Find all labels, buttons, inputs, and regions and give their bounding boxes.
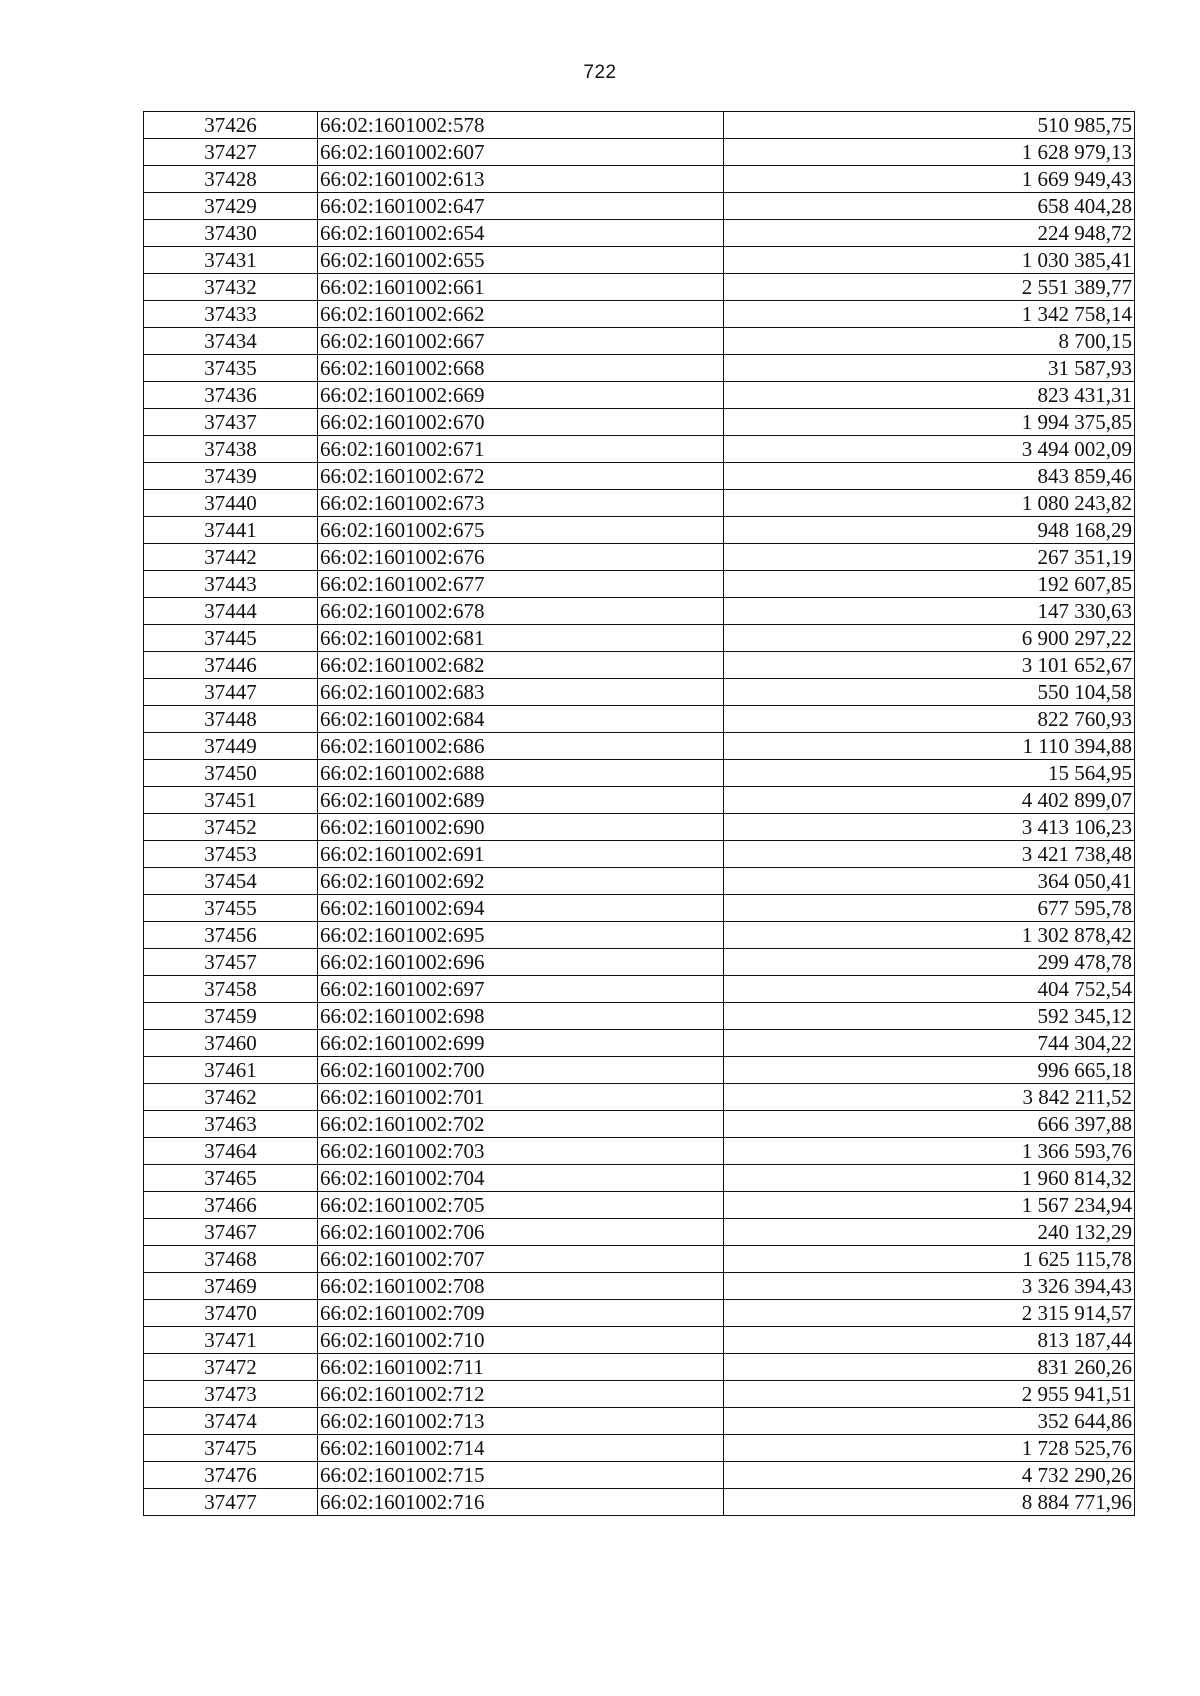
cadastral-value-cell: 404 752,54 — [724, 976, 1135, 1003]
row-number-cell: 37428 — [144, 166, 318, 193]
cadastral-number-cell: 66:02:1601002:683 — [318, 679, 724, 706]
table-row — [144, 1489, 1135, 1516]
row-number-cell: 37475 — [144, 1435, 318, 1462]
table-row — [144, 193, 1135, 220]
cadastral-value-cell: 813 187,44 — [724, 1327, 1135, 1354]
row-number-cell: 37444 — [144, 598, 318, 625]
cadastral-number-cell: 66:02:1601002:689 — [318, 787, 724, 814]
table-row — [144, 382, 1135, 409]
cadastral-value-cell: 192 607,85 — [724, 571, 1135, 598]
row-number-cell: 37429 — [144, 193, 318, 220]
cadastral-number-cell: 66:02:1601002:662 — [318, 301, 724, 328]
table-row — [144, 274, 1135, 301]
table-row — [144, 598, 1135, 625]
row-number-cell: 37452 — [144, 814, 318, 841]
table-row — [144, 976, 1135, 1003]
table-row — [144, 814, 1135, 841]
cadastral-number-cell: 66:02:1601002:676 — [318, 544, 724, 571]
cadastral-number-cell: 66:02:1601002:667 — [318, 328, 724, 355]
cadastral-number-cell: 66:02:1601002:686 — [318, 733, 724, 760]
row-number-cell: 37470 — [144, 1300, 318, 1327]
row-number-cell: 37459 — [144, 1003, 318, 1030]
row-number-cell: 37457 — [144, 949, 318, 976]
table-row — [144, 1435, 1135, 1462]
table-row — [144, 220, 1135, 247]
table-row — [144, 409, 1135, 436]
cadastral-value-cell: 352 644,86 — [724, 1408, 1135, 1435]
cadastral-value-cell: 3 494 002,09 — [724, 436, 1135, 463]
cadastral-number-cell: 66:02:1601002:700 — [318, 1057, 724, 1084]
cadastral-value-cell: 267 351,19 — [724, 544, 1135, 571]
row-number-cell: 37433 — [144, 301, 318, 328]
cadastral-value-cell: 4 402 899,07 — [724, 787, 1135, 814]
cadastral-number-cell: 66:02:1601002:677 — [318, 571, 724, 598]
row-number-cell: 37472 — [144, 1354, 318, 1381]
cadastral-number-cell: 66:02:1601002:703 — [318, 1138, 724, 1165]
cadastral-value-cell: 2 315 914,57 — [724, 1300, 1135, 1327]
cadastral-value-cell: 658 404,28 — [724, 193, 1135, 220]
cadastral-value-cell: 843 859,46 — [724, 463, 1135, 490]
cadastral-number-cell: 66:02:1601002:704 — [318, 1165, 724, 1192]
row-number-cell: 37468 — [144, 1246, 318, 1273]
row-number-cell: 37446 — [144, 652, 318, 679]
cadastral-value-cell: 1 110 394,88 — [724, 733, 1135, 760]
row-number-cell: 37456 — [144, 922, 318, 949]
table-row — [144, 166, 1135, 193]
cadastral-value-cell: 1 080 243,82 — [724, 490, 1135, 517]
cadastral-number-cell: 66:02:1601002:691 — [318, 841, 724, 868]
cadastral-value-cell: 1 342 758,14 — [724, 301, 1135, 328]
cadastral-number-cell: 66:02:1601002:707 — [318, 1246, 724, 1273]
cadastral-value-cell: 666 397,88 — [724, 1111, 1135, 1138]
row-number-cell: 37432 — [144, 274, 318, 301]
cadastral-value-cell: 1 302 878,42 — [724, 922, 1135, 949]
cadastral-value-cell: 1 669 949,43 — [724, 166, 1135, 193]
row-number-cell: 37458 — [144, 976, 318, 1003]
cadastral-number-cell: 66:02:1601002:682 — [318, 652, 724, 679]
cadastral-number-cell: 66:02:1601002:669 — [318, 382, 724, 409]
row-number-cell: 37476 — [144, 1462, 318, 1489]
table-row — [144, 841, 1135, 868]
table-row — [144, 922, 1135, 949]
cadastral-value-cell: 1 625 115,78 — [724, 1246, 1135, 1273]
table-row — [144, 760, 1135, 787]
cadastral-value-cell: 831 260,26 — [724, 1354, 1135, 1381]
cadastral-value-cell: 240 132,29 — [724, 1219, 1135, 1246]
cadastral-value-cell: 3 101 652,67 — [724, 652, 1135, 679]
table-row — [144, 949, 1135, 976]
cadastral-number-cell: 66:02:1601002:671 — [318, 436, 724, 463]
cadastral-number-cell: 66:02:1601002:716 — [318, 1489, 724, 1516]
table-row — [144, 1084, 1135, 1111]
cadastral-value-cell: 677 595,78 — [724, 895, 1135, 922]
row-number-cell: 37431 — [144, 247, 318, 274]
cadastral-number-cell: 66:02:1601002:711 — [318, 1354, 724, 1381]
table-row — [144, 355, 1135, 382]
row-number-cell: 37441 — [144, 517, 318, 544]
cadastral-value-cell: 1 960 814,32 — [724, 1165, 1135, 1192]
table-row — [144, 328, 1135, 355]
cadastral-value-cell: 744 304,22 — [724, 1030, 1135, 1057]
row-number-cell: 37451 — [144, 787, 318, 814]
cadastral-value-cell: 364 050,41 — [724, 868, 1135, 895]
cadastral-number-cell: 66:02:1601002:655 — [318, 247, 724, 274]
cadastral-value-cell: 996 665,18 — [724, 1057, 1135, 1084]
table-row — [144, 625, 1135, 652]
row-number-cell: 37427 — [144, 139, 318, 166]
row-number-cell: 37471 — [144, 1327, 318, 1354]
table-row — [144, 1192, 1135, 1219]
row-number-cell: 37477 — [144, 1489, 318, 1516]
cadastral-number-cell: 66:02:1601002:607 — [318, 139, 724, 166]
table-row — [144, 1219, 1135, 1246]
cadastral-number-cell: 66:02:1601002:706 — [318, 1219, 724, 1246]
table-row — [144, 247, 1135, 274]
cadastral-number-cell: 66:02:1601002:712 — [318, 1381, 724, 1408]
row-number-cell: 37454 — [144, 868, 318, 895]
table-body — [144, 112, 1135, 1516]
row-number-cell: 37453 — [144, 841, 318, 868]
cadastral-value-cell: 6 900 297,22 — [724, 625, 1135, 652]
cadastral-value-cell: 822 760,93 — [724, 706, 1135, 733]
table-row — [144, 1354, 1135, 1381]
cadastral-value-table — [143, 111, 1135, 1516]
row-number-cell: 37435 — [144, 355, 318, 382]
table-row — [144, 1462, 1135, 1489]
row-number-cell: 37460 — [144, 1030, 318, 1057]
row-number-cell: 37445 — [144, 625, 318, 652]
cadastral-number-cell: 66:02:1601002:710 — [318, 1327, 724, 1354]
cadastral-number-cell: 66:02:1601002:578 — [318, 112, 724, 139]
cadastral-number-cell: 66:02:1601002:678 — [318, 598, 724, 625]
cadastral-number-cell: 66:02:1601002:696 — [318, 949, 724, 976]
cadastral-number-cell: 66:02:1601002:702 — [318, 1111, 724, 1138]
cadastral-value-cell: 3 842 211,52 — [724, 1084, 1135, 1111]
cadastral-value-cell: 2 955 941,51 — [724, 1381, 1135, 1408]
row-number-cell: 37434 — [144, 328, 318, 355]
table-row — [144, 1003, 1135, 1030]
row-number-cell: 37467 — [144, 1219, 318, 1246]
cadastral-number-cell: 66:02:1601002:698 — [318, 1003, 724, 1030]
cadastral-number-cell: 66:02:1601002:675 — [318, 517, 724, 544]
cadastral-value-cell: 550 104,58 — [724, 679, 1135, 706]
table-row — [144, 1327, 1135, 1354]
row-number-cell: 37426 — [144, 112, 318, 139]
row-number-cell: 37455 — [144, 895, 318, 922]
table-row — [144, 868, 1135, 895]
cadastral-number-cell: 66:02:1601002:715 — [318, 1462, 724, 1489]
table-row — [144, 1165, 1135, 1192]
cadastral-number-cell: 66:02:1601002:684 — [318, 706, 724, 733]
row-number-cell: 37443 — [144, 571, 318, 598]
cadastral-value-cell: 1 030 385,41 — [724, 247, 1135, 274]
cadastral-value-cell: 3 421 738,48 — [724, 841, 1135, 868]
cadastral-value-cell: 1 994 375,85 — [724, 409, 1135, 436]
cadastral-value-cell: 4 732 290,26 — [724, 1462, 1135, 1489]
cadastral-number-cell: 66:02:1601002:690 — [318, 814, 724, 841]
table-row — [144, 463, 1135, 490]
cadastral-value-cell: 592 345,12 — [724, 1003, 1135, 1030]
table-row — [144, 301, 1135, 328]
table-row — [144, 490, 1135, 517]
row-number-cell: 37439 — [144, 463, 318, 490]
cadastral-number-cell: 66:02:1601002:668 — [318, 355, 724, 382]
cadastral-value-cell: 3 326 394,43 — [724, 1273, 1135, 1300]
cadastral-number-cell: 66:02:1601002:647 — [318, 193, 724, 220]
cadastral-value-cell: 510 985,75 — [724, 112, 1135, 139]
row-number-cell: 37473 — [144, 1381, 318, 1408]
row-number-cell: 37442 — [144, 544, 318, 571]
table-row — [144, 571, 1135, 598]
table-row — [144, 1408, 1135, 1435]
cadastral-value-cell: 1 567 234,94 — [724, 1192, 1135, 1219]
table-row — [144, 1381, 1135, 1408]
cadastral-number-cell: 66:02:1601002:709 — [318, 1300, 724, 1327]
table-row — [144, 436, 1135, 463]
table-row — [144, 1111, 1135, 1138]
cadastral-number-cell: 66:02:1601002:708 — [318, 1273, 724, 1300]
cadastral-value-cell: 3 413 106,23 — [724, 814, 1135, 841]
cadastral-number-cell: 66:02:1601002:699 — [318, 1030, 724, 1057]
cadastral-number-cell: 66:02:1601002:672 — [318, 463, 724, 490]
row-number-cell: 37436 — [144, 382, 318, 409]
table-row — [144, 517, 1135, 544]
table-row — [144, 706, 1135, 733]
cadastral-value-cell: 147 330,63 — [724, 598, 1135, 625]
row-number-cell: 37430 — [144, 220, 318, 247]
cadastral-value-cell: 823 431,31 — [724, 382, 1135, 409]
cadastral-value-cell: 8 700,15 — [724, 328, 1135, 355]
table-row — [144, 1138, 1135, 1165]
row-number-cell: 37464 — [144, 1138, 318, 1165]
row-number-cell: 37450 — [144, 760, 318, 787]
table-row — [144, 652, 1135, 679]
table-row — [144, 1030, 1135, 1057]
cadastral-value-cell: 1 366 593,76 — [724, 1138, 1135, 1165]
cadastral-number-cell: 66:02:1601002:697 — [318, 976, 724, 1003]
table-row — [144, 544, 1135, 571]
table-row — [144, 1057, 1135, 1084]
cadastral-value-cell: 224 948,72 — [724, 220, 1135, 247]
row-number-cell: 37438 — [144, 436, 318, 463]
table-row — [144, 139, 1135, 166]
cadastral-value-cell: 1 728 525,76 — [724, 1435, 1135, 1462]
table-row — [144, 1246, 1135, 1273]
row-number-cell: 37461 — [144, 1057, 318, 1084]
cadastral-number-cell: 66:02:1601002:661 — [318, 274, 724, 301]
table-row — [144, 1273, 1135, 1300]
cadastral-value-cell: 8 884 771,96 — [724, 1489, 1135, 1516]
cadastral-value-cell: 1 628 979,13 — [724, 139, 1135, 166]
cadastral-value-cell: 31 587,93 — [724, 355, 1135, 382]
table-row — [144, 895, 1135, 922]
cadastral-number-cell: 66:02:1601002:613 — [318, 166, 724, 193]
row-number-cell: 37469 — [144, 1273, 318, 1300]
row-number-cell: 37474 — [144, 1408, 318, 1435]
row-number-cell: 37437 — [144, 409, 318, 436]
cadastral-number-cell: 66:02:1601002:670 — [318, 409, 724, 436]
row-number-cell: 37466 — [144, 1192, 318, 1219]
row-number-cell: 37465 — [144, 1165, 318, 1192]
cadastral-value-cell: 948 168,29 — [724, 517, 1135, 544]
cadastral-number-cell: 66:02:1601002:673 — [318, 490, 724, 517]
cadastral-number-cell: 66:02:1601002:714 — [318, 1435, 724, 1462]
page-number: 722 — [583, 62, 617, 83]
row-number-cell: 37462 — [144, 1084, 318, 1111]
row-number-cell: 37448 — [144, 706, 318, 733]
table-row — [144, 733, 1135, 760]
cadastral-value-cell: 15 564,95 — [724, 760, 1135, 787]
row-number-cell: 37447 — [144, 679, 318, 706]
cadastral-value-cell: 299 478,78 — [724, 949, 1135, 976]
cadastral-number-cell: 66:02:1601002:694 — [318, 895, 724, 922]
cadastral-number-cell: 66:02:1601002:701 — [318, 1084, 724, 1111]
table-row — [144, 112, 1135, 139]
row-number-cell: 37440 — [144, 490, 318, 517]
cadastral-number-cell: 66:02:1601002:713 — [318, 1408, 724, 1435]
cadastral-number-cell: 66:02:1601002:681 — [318, 625, 724, 652]
cadastral-number-cell: 66:02:1601002:654 — [318, 220, 724, 247]
table-row — [144, 1300, 1135, 1327]
row-number-cell: 37463 — [144, 1111, 318, 1138]
cadastral-number-cell: 66:02:1601002:705 — [318, 1192, 724, 1219]
cadastral-value-cell: 2 551 389,77 — [724, 274, 1135, 301]
table-row — [144, 787, 1135, 814]
cadastral-number-cell: 66:02:1601002:692 — [318, 868, 724, 895]
row-number-cell: 37449 — [144, 733, 318, 760]
cadastral-number-cell: 66:02:1601002:688 — [318, 760, 724, 787]
table-row — [144, 679, 1135, 706]
cadastral-number-cell: 66:02:1601002:695 — [318, 922, 724, 949]
